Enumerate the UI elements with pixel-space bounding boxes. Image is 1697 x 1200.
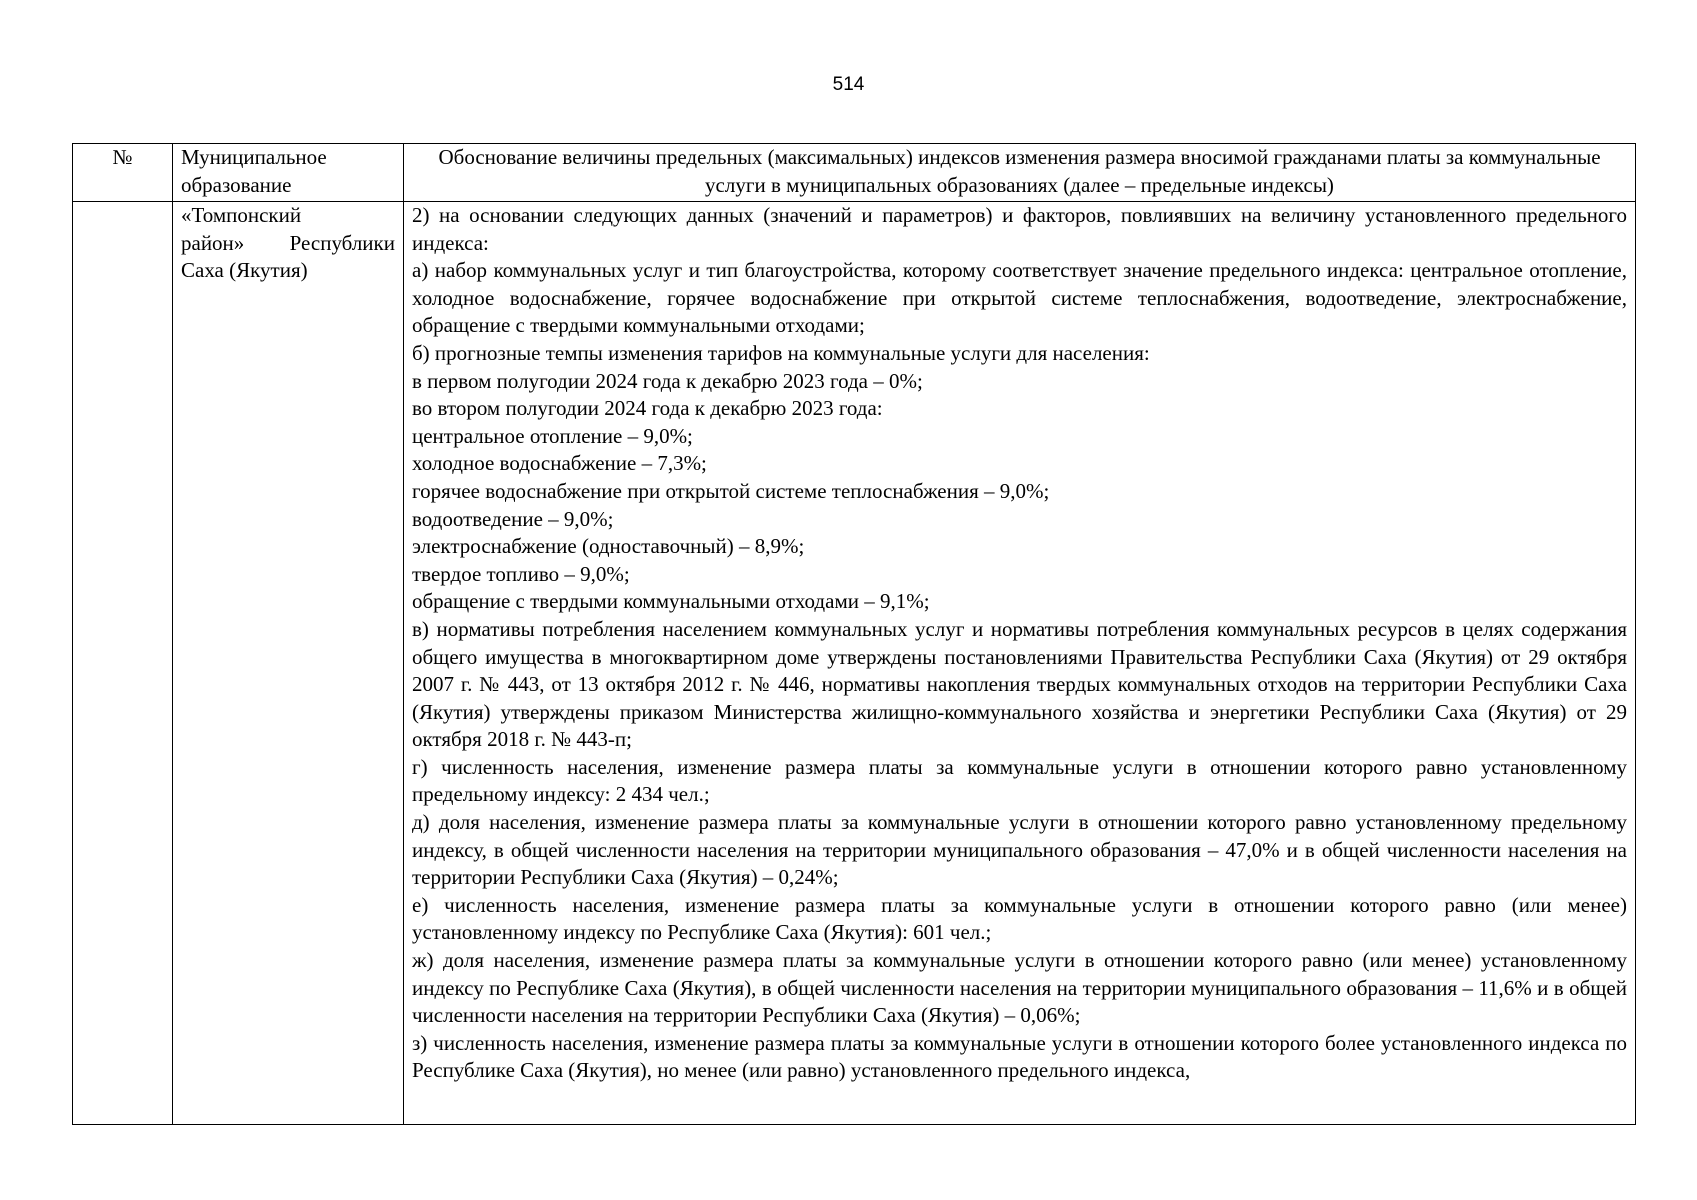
page-number: 514 bbox=[832, 74, 865, 95]
solid-fuel-rate: твердое топливо – 9,0%; bbox=[412, 561, 630, 586]
item-g-paragraph: г) численность населения, изменение размера платы за коммунальные услуги в отношении которого равно установленному предельному индексу: 2 434 чел.; bbox=[412, 754, 1627, 807]
item-v-paragraph: в) нормативы потребления населением коммунальных услуг и нормативы потребления коммунальных ресурсов в целях содержания общего имущества в многоквартирном доме утверждены постановлениями Правительства Республики Саха (Якутия) от 29 октября 2007 г. № 443, от 13 октября 2012 г. № 446, нормативы накопления твердых коммунальных отходов на территории Республики Саха (Якутия) утверждены приказом Министерства жилищно-коммунального хозяйства и энергетики Республики Саха (Якутия) от 29 октября 2018 г. № 443-п; bbox=[412, 616, 1627, 752]
municipality-line: Саха (Якутия) bbox=[181, 258, 308, 283]
row-number-cell bbox=[73, 202, 173, 1125]
hot-water-rate: горячее водоснабжение при открытой системе теплоснабжения – 9,0%; bbox=[412, 478, 1050, 503]
table-header-row bbox=[73, 144, 1636, 202]
waste-rate: обращение с твердыми коммунальными отходами – 9,1%; bbox=[412, 589, 930, 614]
item-e-paragraph: е) численность населения, изменение размера платы за коммунальные услуги в отношении которого равно (или менее) установленному индексу по Республике Саха (Якутия): 601 чел.; bbox=[412, 892, 1627, 945]
header-municipality: Муниципальное образование bbox=[173, 144, 404, 202]
municipality-line: «Томпонский bbox=[181, 203, 302, 227]
tariff-index-table bbox=[72, 143, 1636, 1125]
item-b-paragraph: б) прогнозные темпы изменения тарифов на коммунальные услуги для населения: bbox=[412, 340, 1150, 365]
intro-paragraph: 2) на основании следующих данных (значений и параметров) и факторов, повлиявших на величину установленного предельного индекса: bbox=[412, 203, 1627, 255]
table-row bbox=[73, 202, 1636, 1125]
item-a-paragraph: а) набор коммунальных услуг и тип благоустройства, которому соответствует значение предельного индекса: центральное отопление, холодное водоснабжение, горячее водоснабжение при открытой системе теплоснабжения, водоотведение, электроснабжение, обращение с твердыми коммунальными отходами; bbox=[412, 258, 1627, 338]
sewerage-rate: водоотведение – 9,0%; bbox=[412, 506, 614, 531]
municipality-cell bbox=[173, 202, 404, 1125]
cold-water-rate: холодное водоснабжение – 7,3%; bbox=[412, 451, 707, 476]
justification-cell bbox=[404, 202, 1636, 1125]
electricity-rate: электроснабжение (одноставочный) – 8,9%; bbox=[412, 534, 805, 559]
municipality-line: район» Республики bbox=[181, 230, 395, 255]
first-half-rate: в первом полугодии 2024 года к декабрю 2023 года – 0%; bbox=[412, 368, 923, 393]
heating-rate: центральное отопление – 9,0%; bbox=[412, 423, 693, 448]
item-d-paragraph: д) доля населения, изменение размера платы за коммунальные услуги в отношении которого равно установленному предельному индексу, в общей численности населения на территории муниципального образования – 47,0% и в общей численности населения на территории Республики Саха (Якутия) – 0,24%; bbox=[412, 810, 1627, 890]
item-z-paragraph: з) численность населения, изменение размера платы за коммунальные услуги в отношении которого более установленного индекса по Республике Саха (Якутия), но менее (или равно) установленного предельного индекса, bbox=[412, 1030, 1627, 1083]
header-number: № bbox=[73, 144, 173, 202]
header-justification: Обоснование величины предельных (максимальных) индексов изменения размера вносимой гражданами платы за коммунальные услуги в муниципальных образованиях (далее – предельные индексы) bbox=[404, 144, 1636, 202]
second-half-heading: во втором полугодии 2024 года к декабрю 2023 года: bbox=[412, 396, 883, 421]
item-zh-paragraph: ж) доля населения, изменение размера платы за коммунальные услуги в отношении которого равно (или менее) установленному индексу по Республике Саха (Якутия), в общей численности населения на территории муниципального образования – 11,6% и в общей численности населения на территории Республики Саха (Якутия) – 0,06%; bbox=[412, 948, 1627, 1028]
